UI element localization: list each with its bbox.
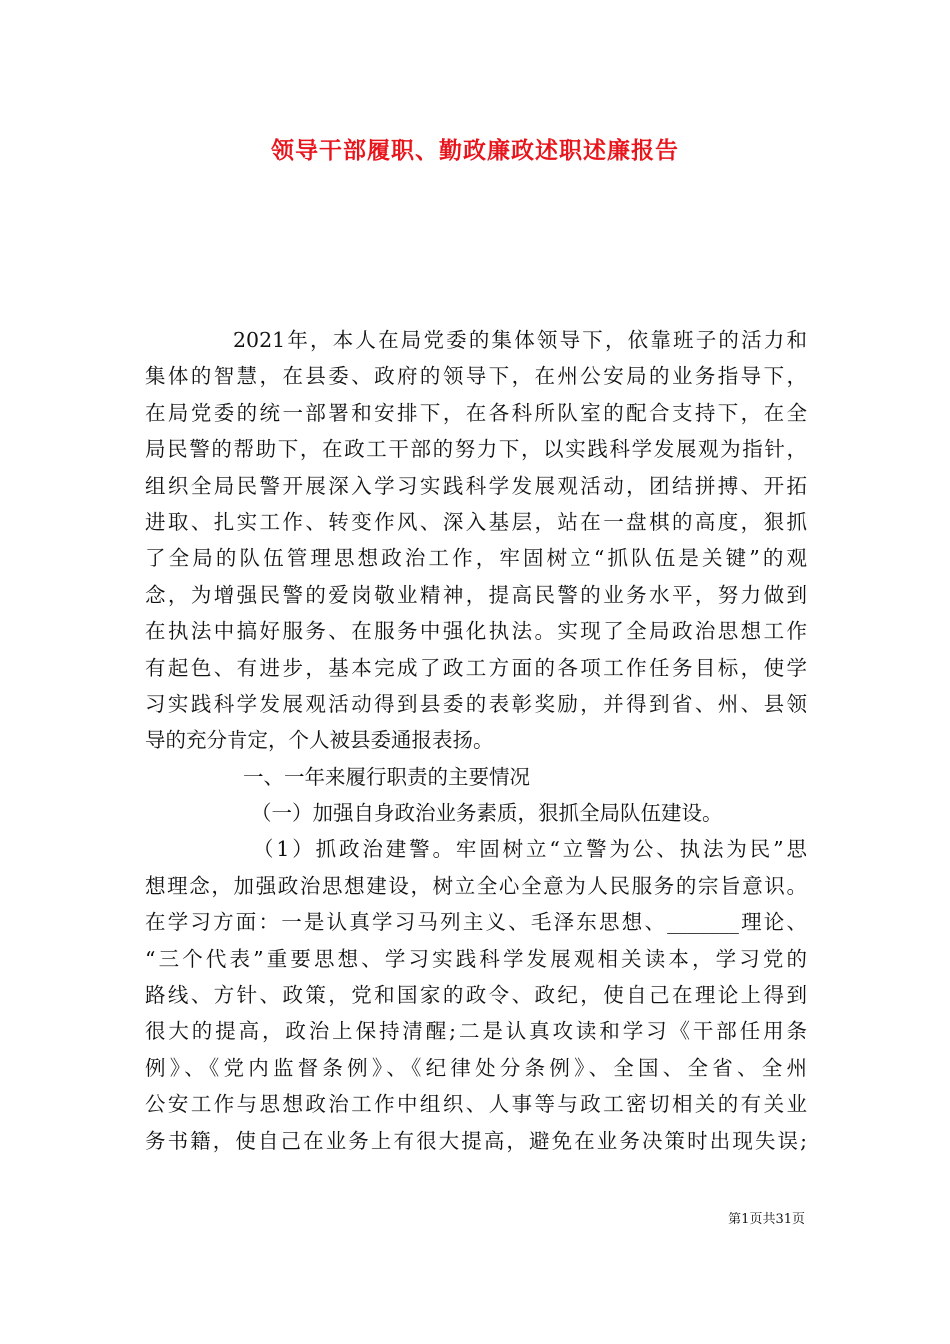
paragraph-line: 有起色、有进步，基本完成了政工方面的各项工作任务目标，使学 bbox=[145, 655, 807, 680]
paragraph-line: 在学习方面：一是认真学习马列主义、毛泽东思想、_______理论、 bbox=[145, 910, 807, 935]
paragraph-line: 例》、《党内监督条例》、《纪律处分条例》、全国、全省、全州 bbox=[145, 1055, 807, 1080]
paragraph-line: 组织全局民警开展深入学习实践科学发展观活动，团结拼搏、开拓 bbox=[145, 473, 807, 498]
paragraph-line: 了全局的队伍管理思想政治工作，牢固树立“抓队伍是关键”的观 bbox=[145, 546, 807, 571]
paragraph-line: 在执法中搞好服务、在服务中强化执法。实现了全局政治思想工作 bbox=[145, 619, 807, 644]
document-body bbox=[145, 322, 807, 1159]
paragraph-line: 进取、扎实工作、转变作风、深入基层，站在一盘棋的高度，狠抓 bbox=[145, 509, 807, 534]
paragraph-line: 导的充分肯定，个人被县委通报表扬。 bbox=[145, 728, 494, 753]
page-number: 第1页共31页 bbox=[728, 1212, 805, 1227]
document-title: 领导干部履职、勤政廉政述职述廉报告 bbox=[271, 137, 679, 164]
paragraph-line: “三个代表”重要思想、学习实践科学发展观相关读本，学习党的 bbox=[145, 946, 807, 971]
paragraph-line: 很大的提高，政治上保持清醒;二是认真攻读和学习《干部任用条 bbox=[145, 1019, 807, 1044]
section-heading: 一、一年来履行职责的主要情况 bbox=[243, 764, 530, 789]
paragraph-line: 务书籍，使自己在业务上有很大提高，避免在业务决策时出现失误; bbox=[145, 1128, 807, 1153]
paragraph-line: 习实践科学发展观活动得到县委的表彰奖励，并得到省、州、县领 bbox=[145, 691, 807, 716]
paragraph-line: 2021年，本人在局党委的集体领导下，依靠班子的活力和 bbox=[233, 328, 807, 352]
subsection-heading: （一）加强自身政治业务素质，狠抓全局队伍建设。 bbox=[251, 801, 723, 826]
paragraph-line: 局民警的帮助下，在政工干部的努力下，以实践科学发展观为指针， bbox=[145, 437, 807, 462]
paragraph-line: （1）抓政治建警。牢固树立“立警为公、执法为民”思 bbox=[253, 837, 807, 862]
paragraph-line: 集体的智慧，在县委、政府的领导下，在州公安局的业务指导下， bbox=[145, 364, 807, 389]
paragraph-line: 在局党委的统一部署和安排下，在各科所队室的配合支持下，在全 bbox=[145, 400, 807, 425]
paragraph-line: 公安工作与思想政治工作中组织、人事等与政工密切相关的有关业 bbox=[145, 1092, 807, 1117]
paragraph-line: 路线、方针、政策，党和国家的政令、政纪，使自己在理论上得到 bbox=[145, 983, 807, 1008]
paragraph-line: 想理念，加强政治思想建设，树立全心全意为人民服务的宗旨意识。 bbox=[145, 873, 807, 898]
paragraph-line: 念，为增强民警的爱岗敬业精神，提高民警的业务水平，努力做到 bbox=[145, 582, 807, 607]
